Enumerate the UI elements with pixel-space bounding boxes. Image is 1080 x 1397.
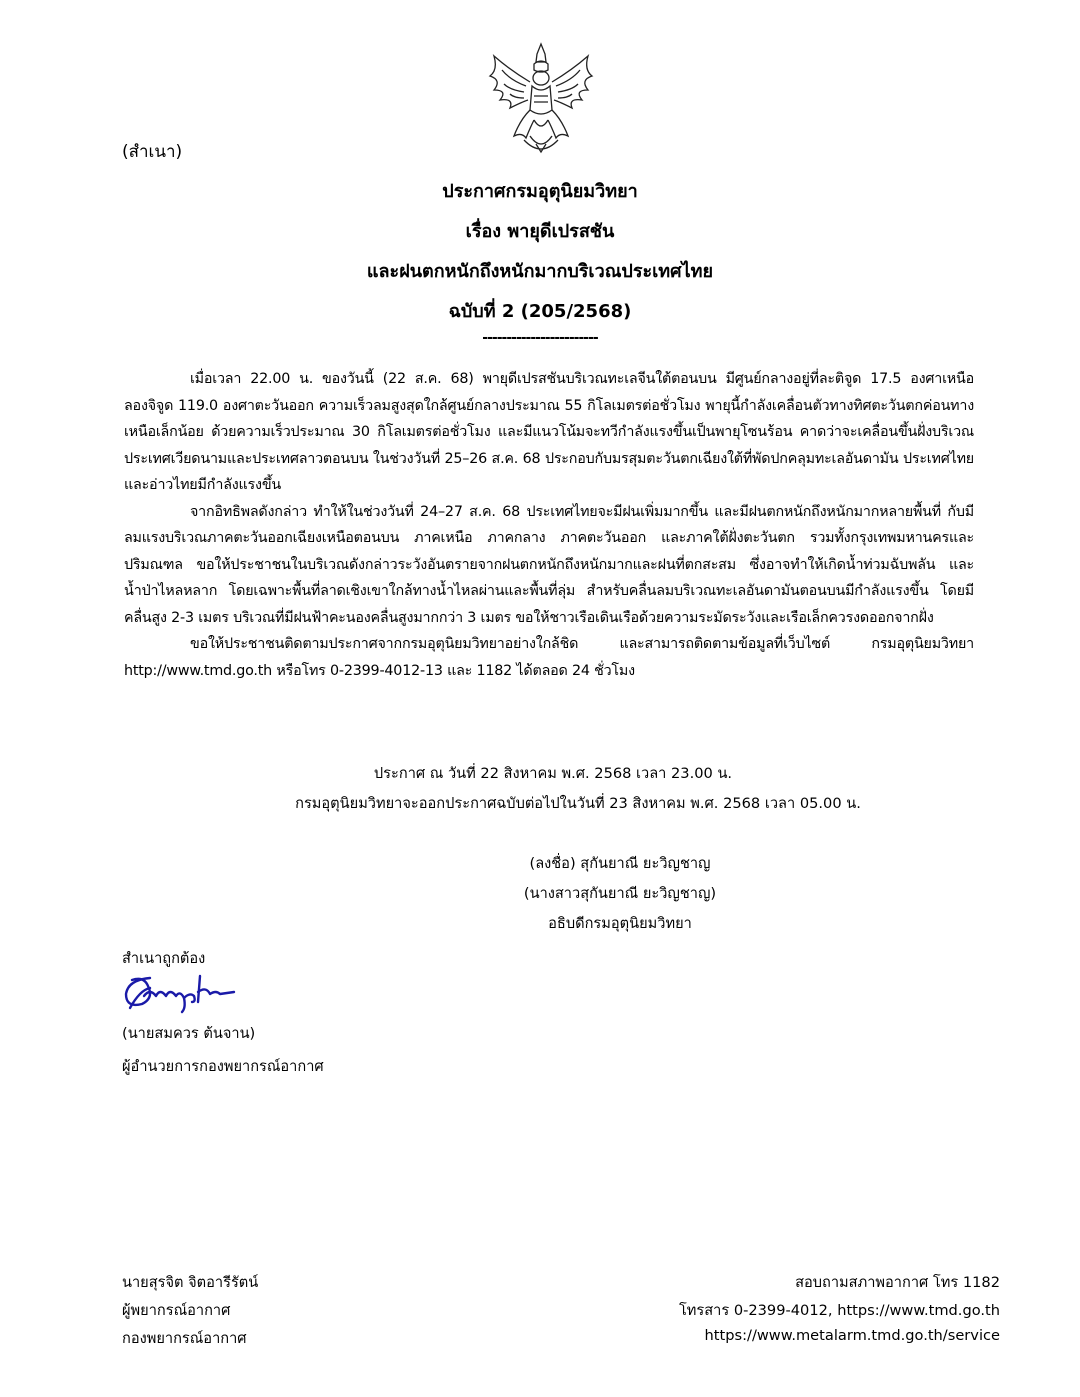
announcement-body (124, 366, 974, 684)
contact-service-url: https://www.metalarm.tmd.go.th/service (704, 1327, 1000, 1344)
certified-copy-label: สำเนาถูกต้อง (122, 950, 206, 967)
body-paragraph-3: ขอให้ประชาชนติดตามประกาศจากกรมอุตุนิยมวิทยาอย่างใกล้ชิด และสามารถติดตามข้อมูลที่เว็บไซต์ กรมอุตุนิยมวิทยา http://www.tmd.go.th หรือโทร 0-2399-4012-13 และ 1182 ได้ตลอด 24 ชั่วโมง (124, 636, 974, 679)
forecaster-title: ผู้พยากรณ์อากาศ (122, 1302, 231, 1319)
contact-fax-website: โทรสาร 0-2399-4012, https://www.tmd.go.th (678, 1302, 1000, 1319)
forecaster-name: นายสุรจิต จิตอารีรัตน์ (122, 1274, 259, 1291)
handwritten-signature (120, 968, 240, 1016)
body-paragraph-2: จากอิทธิพลดังกล่าว ทำให้ในช่วงวันที่ 24–27 ส.ค. 68 ประเทศไทยจะมีฝนเพิ่มมากขึ้น และมีฝนตกหนักถึงหนักมากหลายพื้นที่ กับมีลมแรงบริเวณภาคตะวันออกเฉียงเหนือตอนบน ภาคเหนือ ภาคกลาง ภาคตะวันออก และภาคใต้ฝั่งตะวันตก รวมทั้งกรุงเทพมหานครและปริมณฑล ขอให้ประชาชนในบริเวณดังกล่าวระวังอันตรายจากฝนตกหนักถึงหนักมากและฝนที่ตกสะสม ซึ่งอาจทำให้เกิดน้ำท่วมฉับพลัน และน้ำป่าไหลหลาก โดยเฉพาะพื้นที่ลาดเชิงเขาใกล้ทางน้ำไหลผ่านและพื้นที่ลุ่ม สำหรับคลื่นลมบริเวณทะเลอันดามันตอนบนมีกำลังแรงขึ้น โดยมีคลื่นสูง 2-3 เมตร บริเวณที่มีฝนฟ้าคะนองคลื่นสูงมากกว่า 3 เมตร ขอให้ชาวเรือเดินเรือด้วยความระมัดระวังและเรือเล็กควรงดออกจากฝั่ง (124, 503, 974, 626)
certifier-position: ผู้อำนวยการกองพยากรณ์อากาศ (122, 1058, 324, 1075)
certifier-name: (นายสมควร ต้นจาน) (122, 1025, 256, 1042)
body-paragraph-1: เมื่อเวลา 22.00 น. ของวันนี้ (22 ส.ค. 68) พายุดีเปรสชันบริเวณทะเลจีนใต้ตอนบน มีศูนย์กลางอยู่ที่ละติจูด 17.5 องศาเหนือ ลองจิจูด 119.0 องศาตะวันออก ความเร็วลมสูงสุดใกล้ศูนย์กลางประมาณ 55 กิโลเมตรต่อชั่วโมง พายุนี้กำลังเคลื่อนตัวทางทิศตะวันตกค่อนทางเหนือเล็กน้อย ด้วยความเร็วประมาณ 30 กิโลเมตรต่อชั่วโมง และมีแนวโน้มจะทวีกำลังแรงขึ้นเป็นพายุโซนร้อน คาดว่าจะเคลื่อนขึ้นฝั่งบริเวณประเทศเวียดนามและประเทศลาวตอนบน ในช่วงวันที่ 25–26 ส.ค. 68 ประกอบกับมรสุมตะวันตกเฉียงใต้ที่พัดปกคลุมทะเลอันดามัน ประเทศไทย และอ่าวไทยมีกำลังแรงขึ้น (124, 371, 974, 493)
forecaster-division: กองพยากรณ์อากาศ (122, 1330, 247, 1347)
next-issue-notice: กรมอุตุนิยมวิทยาจะออกประกาศฉบับต่อไปในวันที่ 23 สิงหาคม พ.ศ. 2568 เวลา 05.00 น. (295, 795, 861, 812)
title-divider: ------------------------ (482, 330, 598, 346)
garuda-emblem-icon (480, 40, 602, 158)
copy-mark: (สำเนา) (122, 142, 183, 162)
announce-date: ประกาศ ณ วันที่ 22 สิงหาคม พ.ศ. 2568 เวลา 23.00 น. (373, 765, 733, 782)
contact-phone: สอบถามสภาพอากาศ โทร 1182 (795, 1274, 1000, 1291)
signatory-position: อธิบดีกรมอุตุนิยมวิทยา (548, 915, 692, 932)
signature-line: (ลงชื่อ) สุกันยาณี ยะวิญชาญ (529, 855, 711, 872)
announcement-issue-number: ฉบับที่ 2 (205/2568) (448, 301, 632, 322)
announcement-title: ประกาศกรมอุตุนิยมวิทยา (442, 181, 638, 202)
signatory-name: (นางสาวสุกันยาณี ยะวิญชาญ) (523, 885, 717, 902)
announcement-subject-line2: และฝนตกหนักถึงหนักมากบริเวณประเทศไทย (366, 261, 714, 282)
announcement-subject: เรื่อง พายุดีเปรสชัน (465, 221, 615, 242)
